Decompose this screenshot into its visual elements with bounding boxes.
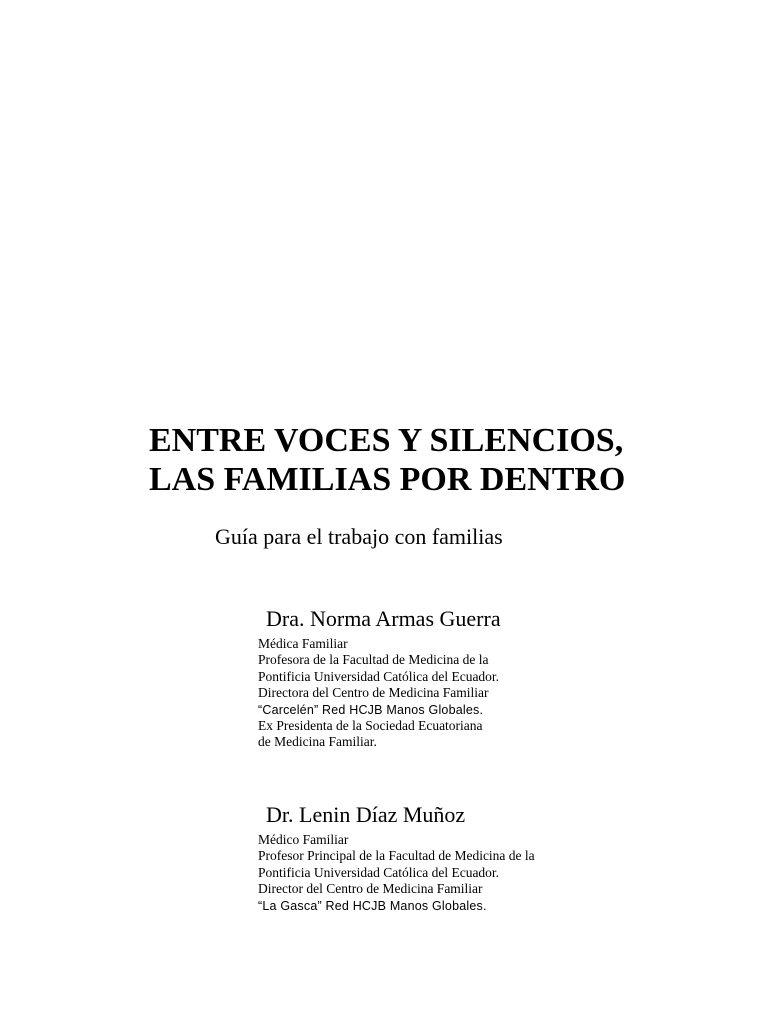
author-credential: “La Gasca” Red HCJB Manos Globales. (258, 898, 487, 913)
author-credential: Pontificia Universidad Católica del Ecuador. (258, 864, 500, 880)
author-credential: Pontificia Universidad Católica del Ecuador. (258, 668, 500, 684)
book-title (149, 421, 709, 499)
author-block-1 (258, 606, 678, 751)
author-credential: de Medicina Familiar. (258, 734, 377, 750)
author-credential: “Carcelén” Red HCJB Manos Globales. (258, 702, 484, 717)
author-name: Dra. Norma Armas Guerra (266, 606, 501, 631)
author-credential: Médica Familiar (258, 636, 348, 651)
author-block-2 (258, 802, 678, 914)
author-credential: Profesora de la Facultad de Medicina de la (258, 652, 489, 668)
author-name: Dr. Lenin Díaz Muñoz (266, 802, 466, 827)
book-title-line-1: ENTRE VOCES Y SILENCIOS, (149, 422, 624, 459)
book-title-line-2: LAS FAMILIAS POR DENTRO (149, 461, 626, 498)
author-credential: Directora del Centro de Medicina Familiar (258, 685, 489, 701)
author-credential: Director del Centro de Medicina Familiar (258, 881, 483, 897)
book-subtitle: Guía para el trabajo con familias (215, 524, 503, 549)
author-credential: Ex Presidenta de la Sociedad Ecuatoriana (258, 718, 483, 734)
author-credential: Profesor Principal de la Facultad de Medicina de la (258, 848, 535, 864)
author-credential: Médico Familiar (258, 832, 349, 847)
